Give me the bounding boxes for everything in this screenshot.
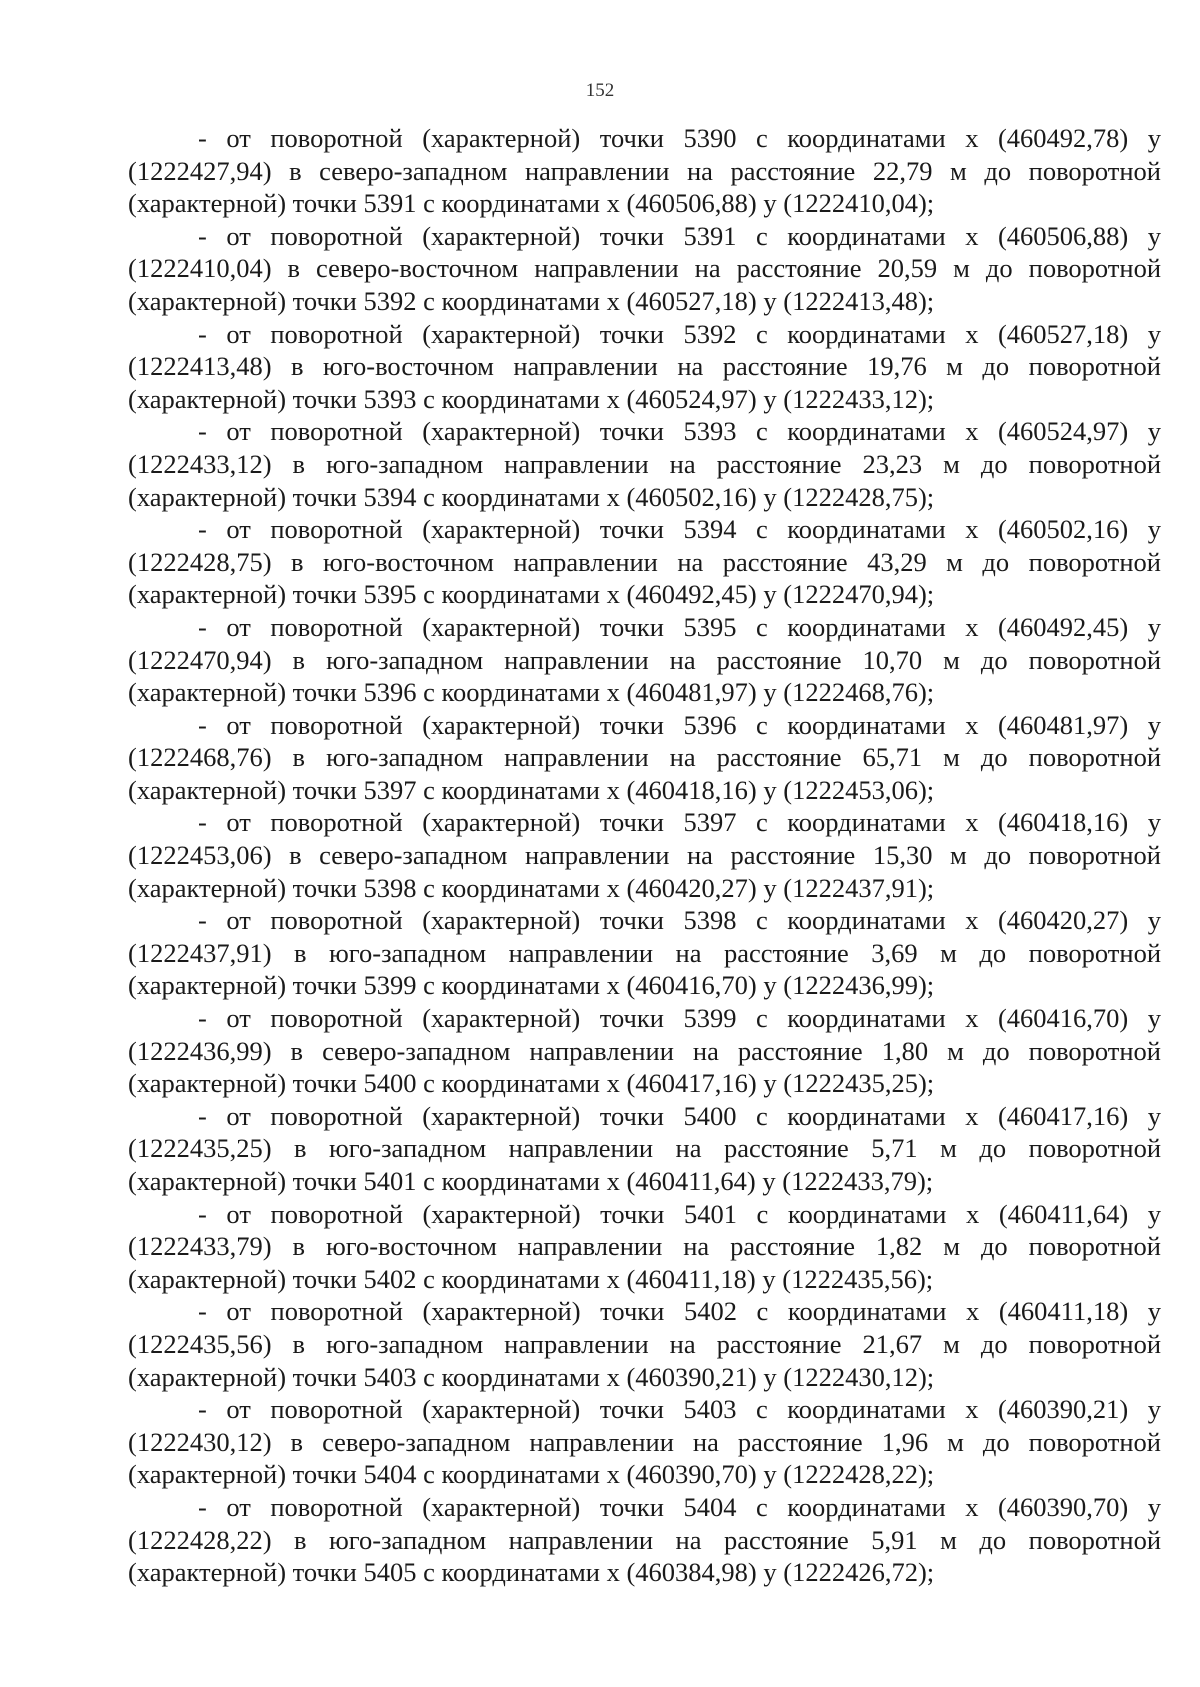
document-body (128, 122, 1161, 1589)
paragraph: - от поворотной (характерной) точки 5396 с координатами х (460481,97) у (1222468,76) в юго-западном направлении на расстояние 65,71 м до поворотной (характерной) точки 5397 с координатами х (460418,16) у (1222453,06); (128, 709, 1161, 805)
paragraph: - от поворотной (характерной) точки 5400 с координатами х (460417,16) у (1222435,25) в юго-западном направлении на расстояние 5,71 м до поворотной (характерной) точки 5401 с координатами х (460411,64) у (1222433,79); (128, 1100, 1161, 1196)
paragraph: - от поворотной (характерной) точки 5397 с координатами х (460418,16) у (1222453,06) в северо-западном направлении на расстояние 15,30 м до поворотной (характерной) точки 5398 с координатами х (460420,27) у (1222437,91); (128, 807, 1161, 903)
paragraph: - от поворотной (характерной) точки 5398 с координатами х (460420,27) у (1222437,91) в юго-западном направлении на расстояние 3,69 м до поворотной (характерной) точки 5399 с координатами х (460416,70) у (1222436,99); (128, 905, 1161, 1001)
paragraph: - от поворотной (характерной) точки 5401 с координатами х (460411,64) у (1222433,79) в юго-восточном направлении на расстояние 1,82 м до поворотной (характерной) точки 5402 с координатами х (460411,18) у (1222435,56); (128, 1198, 1161, 1294)
paragraph: - от поворотной (характерной) точки 5390 с координатами х (460492,78) у (1222427,94) в северо-западном направлении на расстояние 22,79 м до поворотной (характерной) точки 5391 с координатами х (460506,88) у (1222410,04); (128, 123, 1161, 219)
page-number: 152 (585, 80, 615, 101)
paragraph: - от поворотной (характерной) точки 5393 с координатами х (460524,97) у (1222433,12) в юго-западном направлении на расстояние 23,23 м до поворотной (характерной) точки 5394 с координатами х (460502,16) у (1222428,75); (128, 416, 1161, 512)
paragraph: - от поворотной (характерной) точки 5402 с координатами х (460411,18) у (1222435,56) в юго-западном направлении на расстояние 21,67 м до поворотной (характерной) точки 5403 с координатами х (460390,21) у (1222430,12); (128, 1296, 1161, 1392)
paragraph: - от поворотной (характерной) точки 5399 с координатами х (460416,70) у (1222436,99) в северо-западном направлении на расстояние 1,80 м до поворотной (характерной) точки 5400 с координатами х (460417,16) у (1222435,25); (128, 1003, 1161, 1099)
paragraph: - от поворотной (характерной) точки 5392 с координатами х (460527,18) у (1222413,48) в юго-восточном направлении на расстояние 19,76 м до поворотной (характерной) точки 5393 с координатами х (460524,97) у (1222433,12); (128, 318, 1161, 414)
paragraph: - от поворотной (характерной) точки 5395 с координатами х (460492,45) у (1222470,94) в юго-западном направлении на расстояние 10,70 м до поворотной (характерной) точки 5396 с координатами х (460481,97) у (1222468,76); (128, 611, 1161, 708)
paragraph: - от поворотной (характерной) точки 5403 с координатами х (460390,21) у (1222430,12) в северо-западном направлении на расстояние 1,96 м до поворотной (характерной) точки 5404 с координатами х (460390,70) у (1222428,22); (128, 1394, 1161, 1490)
paragraph: - от поворотной (характерной) точки 5394 с координатами х (460502,16) у (1222428,75) в юго-восточном направлении на расстояние 43,29 м до поворотной (характерной) точки 5395 с координатами х (460492,45) у (1222470,94); (128, 514, 1161, 610)
paragraph: - от поворотной (характерной) точки 5391 с координатами х (460506,88) у (1222410,04) в северо-восточном направлении на расстояние 20,59 м до поворотной (характерной) точки 5392 с координатами х (460527,18) у (1222413,48); (128, 220, 1161, 316)
paragraph: - от поворотной (характерной) точки 5404 с координатами х (460390,70) у (1222428,22) в юго-западном направлении на расстояние 5,91 м до поворотной (характерной) точки 5405 с координатами х (460384,98) у (1222426,72); (128, 1491, 1161, 1588)
